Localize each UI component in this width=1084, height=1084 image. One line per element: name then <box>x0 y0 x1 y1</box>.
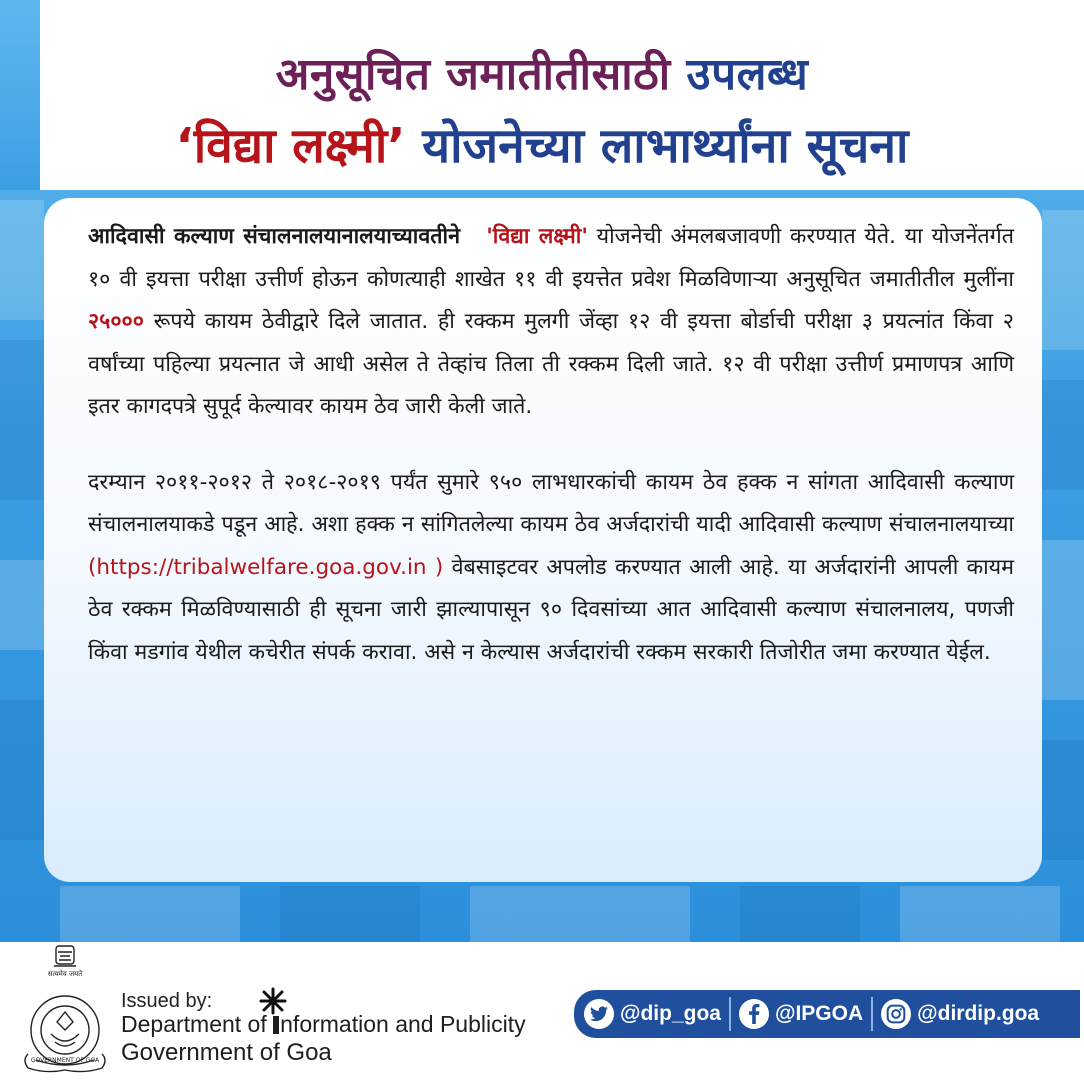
department-name <box>121 1011 526 1038</box>
department-name-part-1: Department of <box>121 1011 274 1037</box>
government-name: Government of Goa <box>121 1039 332 1066</box>
amount: २५००० <box>88 309 144 334</box>
title-line-2 <box>0 112 1084 177</box>
department-name-part-2: nformation and Publicity <box>280 1011 526 1037</box>
instagram-icon <box>881 999 911 1029</box>
website-link[interactable]: (https://tribalwelfare.goa.gov.in ) <box>88 554 444 580</box>
twitter-icon <box>584 999 614 1029</box>
instagram-handle: @dirdip.goa <box>917 1002 1040 1025</box>
facebook-handle-link[interactable] <box>739 990 863 1038</box>
paragraph-2 <box>88 462 1014 675</box>
twitter-handle: @dip_goa <box>620 1002 721 1025</box>
paragraph-1-text-1: योजनेची अंमलबजावणी करण्यात येते. या योजनेंतर्गत १० वी इयत्ता परीक्षा उत्तीर्ण होऊन कोणत्याही शाखेत ११ वी इयत्तेत प्रवेश मिळविणाऱ्या अनुसूचित जमातीतील मुलींना <box>88 224 1014 292</box>
scheme-name: 'विद्या लक्ष्मी' <box>486 224 588 249</box>
paragraph-2-text-1: दरम्यान २०११-२०१२ ते २०१८-२०१९ पर्यंत सुमारे ९५० लाभधारकांची कायम ठेव हक्क न सांगता आदिवासी कल्याण संचालनालयाकडे पडून आहे. अशा हक्क न सांगितलेल्या कायम ठेव अर्जदारांची यादी आदिवासी कल्याण संचालनालयाच्या <box>88 469 1014 537</box>
paragraph-2-text-2: वेबसाइटवर अपलोड करण्यात आली आहे. या अर्जदारांनी आपली कायम ठेव रक्कम मिळविण्यासाठी ही सूचना जारी झाल्यापासून ९० दिवसांच्या आत आदिवासी कल्याण संचालनालय, पणजी किंवा मडगांव येथील कचेरीत संपर्क करावा. असे न केल्यास अर्जदारांची रक्कम सरकारी तिजोरीत जमा करण्यात येईल. <box>88 554 1014 665</box>
title-line-1-part-1: अनुसूचित जमातीतीसाठी <box>275 49 687 100</box>
title-quote-open: ‘ <box>175 118 194 174</box>
title-quote-close: ’ <box>387 118 406 174</box>
instagram-handle-link[interactable] <box>881 990 1039 1038</box>
directorate-name: आदिवासी कल्याण संचालनालयानालयाच्यावतीने <box>88 224 461 249</box>
issued-by-label: Issued by: <box>121 990 213 1012</box>
notice-card <box>44 198 1042 882</box>
title-line-1 <box>0 42 1084 102</box>
paragraph-1 <box>88 216 1014 429</box>
social-bar <box>574 990 1080 1038</box>
facebook-icon <box>739 999 769 1029</box>
title-line-1-part-2: उपलब्ध <box>686 49 809 100</box>
title-scheme-name: विद्या लक्ष्मी <box>193 118 388 174</box>
social-divider <box>729 997 731 1031</box>
social-divider <box>871 997 873 1031</box>
paragraph-1-text-2: रूपये कायम ठेवीद्वारे दिले जातात. ही रक्कम मुलगी जेंव्हा १२ वी इयत्ता बोर्डाची परीक्षा ३ प्रयत्नांत किंवा २ वर्षांच्या पहिल्या प्रयत्नात जे आधी असेल ते तेव्हांच तिला ती रक्कम दिली जाते. १२ वी परीक्षा उत्तीर्ण प्रमाणपत्र आणि इतर कागदपत्रे सुपूर्द केल्यावर कायम ठेव जारी केली जाते. <box>88 309 1014 419</box>
emblem-motto: सत्यमेव जयते <box>47 970 83 978</box>
twitter-handle-link[interactable] <box>584 990 721 1038</box>
information-i-glyph <box>273 1016 279 1034</box>
title-panel <box>0 0 1084 190</box>
goa-emblem-icon <box>14 942 116 1074</box>
facebook-handle: @IPGOA <box>774 1002 864 1025</box>
title-line-2-rest: योजनेच्या लाभार्थ्यांना सूचना <box>405 118 909 174</box>
emblem-ring-text: GOVERNMENT OF GOA <box>30 1057 100 1064</box>
